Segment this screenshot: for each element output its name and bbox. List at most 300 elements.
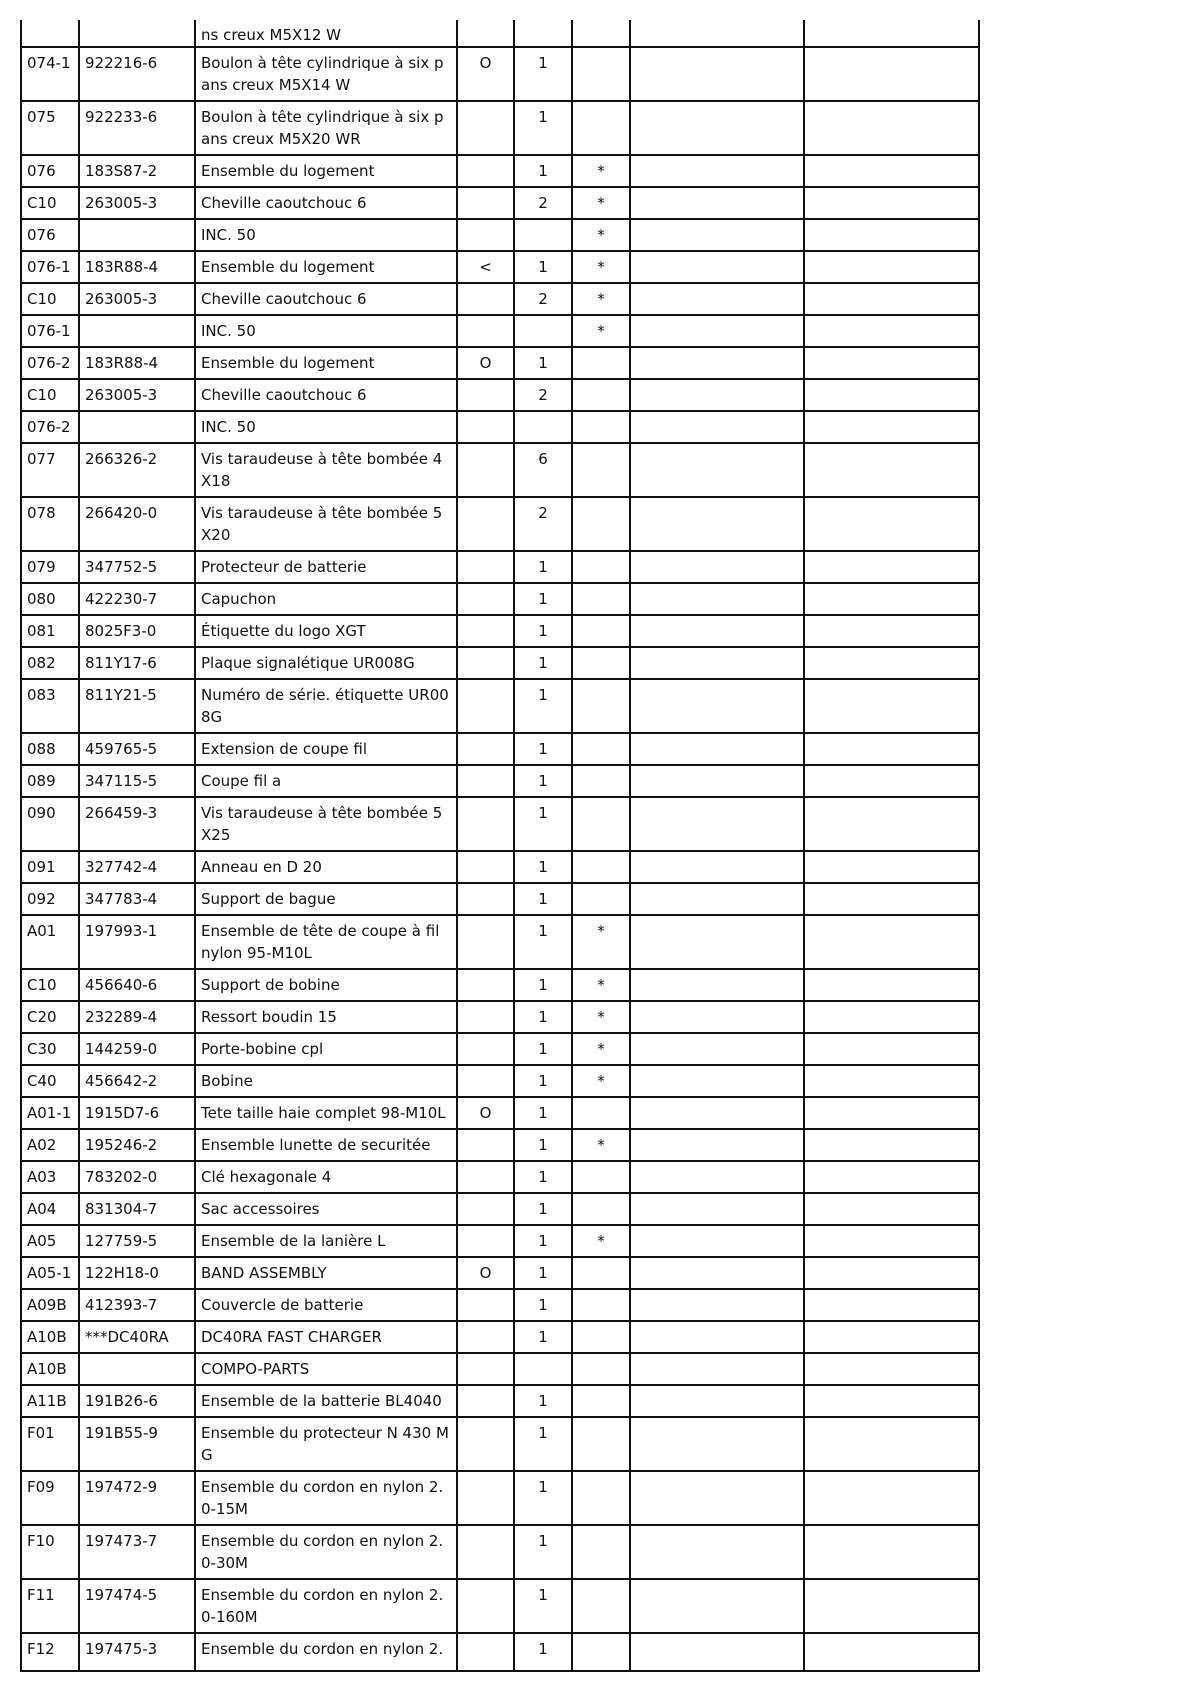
change-code-cell — [457, 583, 514, 615]
blank-cell — [804, 797, 979, 851]
description-cell: Ensemble lunette de securitée — [195, 1129, 457, 1161]
blank-cell — [804, 411, 979, 443]
change-code-cell — [457, 20, 514, 47]
item-number-cell: 078 — [21, 497, 79, 551]
change-code-cell — [457, 283, 514, 315]
quantity-cell: 1 — [514, 1289, 572, 1321]
blank-cell — [630, 1001, 804, 1033]
description-cell: Tete taille haie complet 98-M10L — [195, 1097, 457, 1129]
part-number-cell: 347752-5 — [79, 551, 195, 583]
description-cell: BAND ASSEMBLY — [195, 1257, 457, 1289]
part-number-cell: 456640-6 — [79, 969, 195, 1001]
note-cell: * — [572, 155, 630, 187]
part-number-cell — [79, 20, 195, 47]
blank-cell — [630, 647, 804, 679]
quantity-cell: 1 — [514, 1321, 572, 1353]
quantity-cell: 1 — [514, 1193, 572, 1225]
quantity-cell: 2 — [514, 379, 572, 411]
description-cell: Cheville caoutchouc 6 — [195, 379, 457, 411]
table-row — [21, 1385, 979, 1417]
part-number-cell — [79, 219, 195, 251]
change-code-cell — [457, 187, 514, 219]
change-code-cell — [457, 765, 514, 797]
item-number-cell: F12 — [21, 1633, 79, 1671]
blank-cell — [804, 615, 979, 647]
description-cell: Ensemble du logement — [195, 347, 457, 379]
blank-cell — [630, 1257, 804, 1289]
note-cell — [572, 551, 630, 583]
quantity-cell: 1 — [514, 1471, 572, 1525]
blank-cell — [630, 733, 804, 765]
item-number-cell: 076-1 — [21, 315, 79, 347]
item-number-cell: 091 — [21, 851, 79, 883]
change-code-cell — [457, 315, 514, 347]
quantity-cell: 1 — [514, 1161, 572, 1193]
note-cell — [572, 883, 630, 915]
blank-cell — [630, 411, 804, 443]
note-cell — [572, 1289, 630, 1321]
description-cell: Couvercle de batterie — [195, 1289, 457, 1321]
table-row — [21, 379, 979, 411]
note-cell — [572, 497, 630, 551]
table-row — [21, 251, 979, 283]
item-number-cell: 076-2 — [21, 347, 79, 379]
note-cell — [572, 583, 630, 615]
blank-cell — [630, 1289, 804, 1321]
blank-cell — [804, 1001, 979, 1033]
blank-cell — [630, 347, 804, 379]
part-number-cell: 197474-5 — [79, 1579, 195, 1633]
blank-cell — [804, 1579, 979, 1633]
table-row — [21, 1161, 979, 1193]
change-code-cell — [457, 679, 514, 733]
part-number-cell: 122H18-0 — [79, 1257, 195, 1289]
blank-cell — [804, 1257, 979, 1289]
note-cell — [572, 20, 630, 47]
item-number-cell: A09B — [21, 1289, 79, 1321]
change-code-cell — [457, 1129, 514, 1161]
description-cell: INC. 50 — [195, 411, 457, 443]
blank-cell — [630, 1385, 804, 1417]
quantity-cell: 1 — [514, 1129, 572, 1161]
table-row — [21, 765, 979, 797]
part-number-cell: 922233-6 — [79, 101, 195, 155]
change-code-cell — [457, 797, 514, 851]
blank-cell — [630, 1097, 804, 1129]
description-cell: Coupe fil a — [195, 765, 457, 797]
item-number-cell: A05 — [21, 1225, 79, 1257]
item-number-cell: 088 — [21, 733, 79, 765]
blank-cell — [804, 1417, 979, 1471]
note-cell — [572, 443, 630, 497]
part-number-cell: 263005-3 — [79, 283, 195, 315]
change-code-cell — [457, 883, 514, 915]
table-row — [21, 283, 979, 315]
description-cell: Ensemble du cordon en nylon 2.0-30M — [195, 1525, 457, 1579]
blank-cell — [804, 583, 979, 615]
blank-cell — [804, 155, 979, 187]
note-cell: * — [572, 283, 630, 315]
item-number-cell: C40 — [21, 1065, 79, 1097]
quantity-cell: 1 — [514, 1525, 572, 1579]
change-code-cell: O — [457, 347, 514, 379]
item-number-cell: 079 — [21, 551, 79, 583]
change-code-cell — [457, 1161, 514, 1193]
note-cell — [572, 1097, 630, 1129]
note-cell: * — [572, 1129, 630, 1161]
change-code-cell — [457, 1001, 514, 1033]
description-cell: Ensemble du protecteur N 430 MG — [195, 1417, 457, 1471]
blank-cell — [804, 1353, 979, 1385]
quantity-cell: 1 — [514, 733, 572, 765]
description-cell: Ensemble du logement — [195, 155, 457, 187]
quantity-cell: 1 — [514, 615, 572, 647]
change-code-cell — [457, 915, 514, 969]
table-row — [21, 187, 979, 219]
part-number-cell — [79, 315, 195, 347]
blank-cell — [804, 851, 979, 883]
description-cell: Bobine — [195, 1065, 457, 1097]
part-number-cell: 197475-3 — [79, 1633, 195, 1671]
note-cell — [572, 1161, 630, 1193]
blank-cell — [630, 615, 804, 647]
note-cell: * — [572, 219, 630, 251]
quantity-cell — [514, 411, 572, 443]
blank-cell — [630, 1161, 804, 1193]
change-code-cell — [457, 1579, 514, 1633]
item-number-cell: 090 — [21, 797, 79, 851]
change-code-cell: < — [457, 251, 514, 283]
item-number-cell: C10 — [21, 969, 79, 1001]
blank-cell — [804, 1097, 979, 1129]
item-number-cell: F10 — [21, 1525, 79, 1579]
table-row — [21, 583, 979, 615]
blank-cell — [804, 1471, 979, 1525]
change-code-cell: O — [457, 47, 514, 101]
blank-cell — [630, 1353, 804, 1385]
part-number-cell: 783202-0 — [79, 1161, 195, 1193]
blank-cell — [804, 883, 979, 915]
note-cell — [572, 411, 630, 443]
table-row — [21, 347, 979, 379]
change-code-cell — [457, 969, 514, 1001]
blank-cell — [630, 251, 804, 283]
part-number-cell: 811Y17-6 — [79, 647, 195, 679]
note-cell — [572, 1193, 630, 1225]
table-row — [21, 969, 979, 1001]
blank-cell — [804, 1065, 979, 1097]
quantity-cell — [514, 20, 572, 47]
blank-cell — [804, 379, 979, 411]
description-cell: Boulon à tête cylindrique à six pans creux M5X20 WR — [195, 101, 457, 155]
blank-cell — [630, 101, 804, 155]
blank-cell — [630, 1321, 804, 1353]
table-row — [21, 1633, 979, 1671]
note-cell — [572, 647, 630, 679]
quantity-cell: 1 — [514, 883, 572, 915]
blank-cell — [804, 969, 979, 1001]
description-cell: Ensemble du cordon en nylon 2.0-15M — [195, 1471, 457, 1525]
table-row — [21, 20, 979, 47]
table-row — [21, 1321, 979, 1353]
note-cell — [572, 1579, 630, 1633]
item-number-cell: A10B — [21, 1353, 79, 1385]
blank-cell — [630, 1129, 804, 1161]
blank-cell — [804, 1129, 979, 1161]
blank-cell — [630, 315, 804, 347]
quantity-cell: 1 — [514, 551, 572, 583]
part-number-cell: 197993-1 — [79, 915, 195, 969]
blank-cell — [804, 1033, 979, 1065]
blank-cell — [804, 219, 979, 251]
blank-cell — [804, 251, 979, 283]
change-code-cell — [457, 615, 514, 647]
item-number-cell: 081 — [21, 615, 79, 647]
blank-cell — [804, 1525, 979, 1579]
blank-cell — [804, 101, 979, 155]
description-cell: Porte-bobine cpl — [195, 1033, 457, 1065]
description-cell: Anneau en D 20 — [195, 851, 457, 883]
blank-cell — [630, 497, 804, 551]
quantity-cell: 1 — [514, 47, 572, 101]
blank-cell — [630, 443, 804, 497]
blank-cell — [630, 1417, 804, 1471]
part-number-cell: 197473-7 — [79, 1525, 195, 1579]
note-cell — [572, 1525, 630, 1579]
blank-cell — [804, 551, 979, 583]
note-cell: * — [572, 315, 630, 347]
blank-cell — [630, 1193, 804, 1225]
blank-cell — [804, 315, 979, 347]
blank-cell — [630, 1065, 804, 1097]
item-number-cell: 076 — [21, 219, 79, 251]
blank-cell — [804, 1633, 979, 1671]
part-number-cell: ***DC40RA — [79, 1321, 195, 1353]
description-cell: Clé hexagonale 4 — [195, 1161, 457, 1193]
blank-cell — [804, 733, 979, 765]
quantity-cell: 1 — [514, 1257, 572, 1289]
note-cell — [572, 1353, 630, 1385]
blank-cell — [630, 679, 804, 733]
item-number-cell: A05-1 — [21, 1257, 79, 1289]
description-cell: Support de bague — [195, 883, 457, 915]
table-row — [21, 733, 979, 765]
part-number-cell: 232289-4 — [79, 1001, 195, 1033]
item-number-cell: A02 — [21, 1129, 79, 1161]
table-row — [21, 883, 979, 915]
part-number-cell: 191B55-9 — [79, 1417, 195, 1471]
note-cell — [572, 797, 630, 851]
table-row — [21, 647, 979, 679]
part-number-cell: 266459-3 — [79, 797, 195, 851]
blank-cell — [804, 347, 979, 379]
blank-cell — [630, 187, 804, 219]
item-number-cell: C10 — [21, 379, 79, 411]
blank-cell — [804, 1385, 979, 1417]
item-number-cell: F11 — [21, 1579, 79, 1633]
note-cell — [572, 679, 630, 733]
change-code-cell — [457, 1193, 514, 1225]
blank-cell — [630, 20, 804, 47]
note-cell — [572, 1633, 630, 1671]
item-number-cell: 076-2 — [21, 411, 79, 443]
blank-cell — [630, 1033, 804, 1065]
parts-table-body — [21, 20, 979, 1671]
blank-cell — [630, 1579, 804, 1633]
part-number-cell: 1915D7-6 — [79, 1097, 195, 1129]
note-cell: * — [572, 969, 630, 1001]
description-cell: INC. 50 — [195, 315, 457, 347]
item-number-cell: C30 — [21, 1033, 79, 1065]
change-code-cell: O — [457, 1257, 514, 1289]
item-number-cell: A01 — [21, 915, 79, 969]
change-code-cell — [457, 379, 514, 411]
description-cell: Support de bobine — [195, 969, 457, 1001]
table-row — [21, 155, 979, 187]
note-cell — [572, 347, 630, 379]
description-cell: Protecteur de batterie — [195, 551, 457, 583]
quantity-cell: 1 — [514, 155, 572, 187]
blank-cell — [804, 915, 979, 969]
table-row — [21, 851, 979, 883]
description-cell: Ensemble du cordon en nylon 2. — [195, 1633, 457, 1671]
blank-cell — [630, 219, 804, 251]
blank-cell — [630, 379, 804, 411]
item-number-cell: F01 — [21, 1417, 79, 1471]
table-row — [21, 1525, 979, 1579]
change-code-cell — [457, 1385, 514, 1417]
quantity-cell: 2 — [514, 283, 572, 315]
description-cell: Numéro de série. étiquette UR008G — [195, 679, 457, 733]
item-number-cell: A01-1 — [21, 1097, 79, 1129]
table-row — [21, 1471, 979, 1525]
change-code-cell — [457, 155, 514, 187]
part-number-cell: 422230-7 — [79, 583, 195, 615]
item-number-cell — [21, 20, 79, 47]
change-code-cell — [457, 1065, 514, 1097]
description-cell: Plaque signalétique UR008G — [195, 647, 457, 679]
part-number-cell: 831304-7 — [79, 1193, 195, 1225]
table-row — [21, 1225, 979, 1257]
part-number-cell: 183S87-2 — [79, 155, 195, 187]
part-number-cell: 263005-3 — [79, 187, 195, 219]
blank-cell — [630, 851, 804, 883]
quantity-cell: 1 — [514, 969, 572, 1001]
item-number-cell: 089 — [21, 765, 79, 797]
part-number-cell: 459765-5 — [79, 733, 195, 765]
table-row — [21, 551, 979, 583]
table-row — [21, 1065, 979, 1097]
quantity-cell: 2 — [514, 187, 572, 219]
table-row — [21, 797, 979, 851]
change-code-cell — [457, 101, 514, 155]
item-number-cell: A03 — [21, 1161, 79, 1193]
description-cell: Extension de coupe fil — [195, 733, 457, 765]
part-number-cell: 811Y21-5 — [79, 679, 195, 733]
table-row — [21, 101, 979, 155]
quantity-cell: 1 — [514, 647, 572, 679]
part-number-cell: 8025F3-0 — [79, 615, 195, 647]
change-code-cell — [457, 733, 514, 765]
part-number-cell: 191B26-6 — [79, 1385, 195, 1417]
table-row — [21, 1193, 979, 1225]
description-cell: COMPO-PARTS — [195, 1353, 457, 1385]
note-cell — [572, 379, 630, 411]
item-number-cell: 074-1 — [21, 47, 79, 101]
description-cell: Étiquette du logo XGT — [195, 615, 457, 647]
change-code-cell — [457, 1633, 514, 1671]
part-number-cell: 347115-5 — [79, 765, 195, 797]
blank-cell — [630, 1525, 804, 1579]
description-cell: Sac accessoires — [195, 1193, 457, 1225]
table-row — [21, 1417, 979, 1471]
description-cell: Ressort boudin 15 — [195, 1001, 457, 1033]
note-cell — [572, 47, 630, 101]
item-number-cell: C20 — [21, 1001, 79, 1033]
quantity-cell: 1 — [514, 1065, 572, 1097]
part-number-cell: 266420-0 — [79, 497, 195, 551]
note-cell — [572, 1417, 630, 1471]
description-cell: Ensemble du logement — [195, 251, 457, 283]
note-cell: * — [572, 251, 630, 283]
blank-cell — [804, 1225, 979, 1257]
change-code-cell — [457, 1471, 514, 1525]
change-code-cell — [457, 1289, 514, 1321]
part-number-cell: 347783-4 — [79, 883, 195, 915]
note-cell — [572, 1385, 630, 1417]
part-number-cell — [79, 411, 195, 443]
blank-cell — [630, 765, 804, 797]
change-code-cell: O — [457, 1097, 514, 1129]
table-row — [21, 1579, 979, 1633]
note-cell: * — [572, 915, 630, 969]
quantity-cell: 1 — [514, 1097, 572, 1129]
note-cell: * — [572, 1065, 630, 1097]
description-cell: Vis taraudeuse à tête bombée 5X25 — [195, 797, 457, 851]
description-cell: Capuchon — [195, 583, 457, 615]
quantity-cell: 6 — [514, 443, 572, 497]
blank-cell — [804, 647, 979, 679]
blank-cell — [630, 47, 804, 101]
blank-cell — [804, 679, 979, 733]
table-row — [21, 1001, 979, 1033]
blank-cell — [804, 497, 979, 551]
part-number-cell: 266326-2 — [79, 443, 195, 497]
blank-cell — [630, 583, 804, 615]
blank-cell — [630, 969, 804, 1001]
description-cell: Ensemble de tête de coupe à fil nylon 95-M10L — [195, 915, 457, 969]
description-cell: INC. 50 — [195, 219, 457, 251]
blank-cell — [804, 443, 979, 497]
quantity-cell: 1 — [514, 851, 572, 883]
item-number-cell: A10B — [21, 1321, 79, 1353]
change-code-cell — [457, 1417, 514, 1471]
table-row — [21, 1289, 979, 1321]
item-number-cell: C10 — [21, 187, 79, 219]
change-code-cell — [457, 551, 514, 583]
blank-cell — [804, 283, 979, 315]
change-code-cell — [457, 647, 514, 679]
item-number-cell: 080 — [21, 583, 79, 615]
quantity-cell: 1 — [514, 915, 572, 969]
blank-cell — [630, 155, 804, 187]
change-code-cell — [457, 1525, 514, 1579]
item-number-cell: 092 — [21, 883, 79, 915]
item-number-cell: 075 — [21, 101, 79, 155]
description-cell: ns creux M5X12 W — [195, 20, 457, 47]
part-number-cell: 183R88-4 — [79, 251, 195, 283]
note-cell — [572, 1471, 630, 1525]
